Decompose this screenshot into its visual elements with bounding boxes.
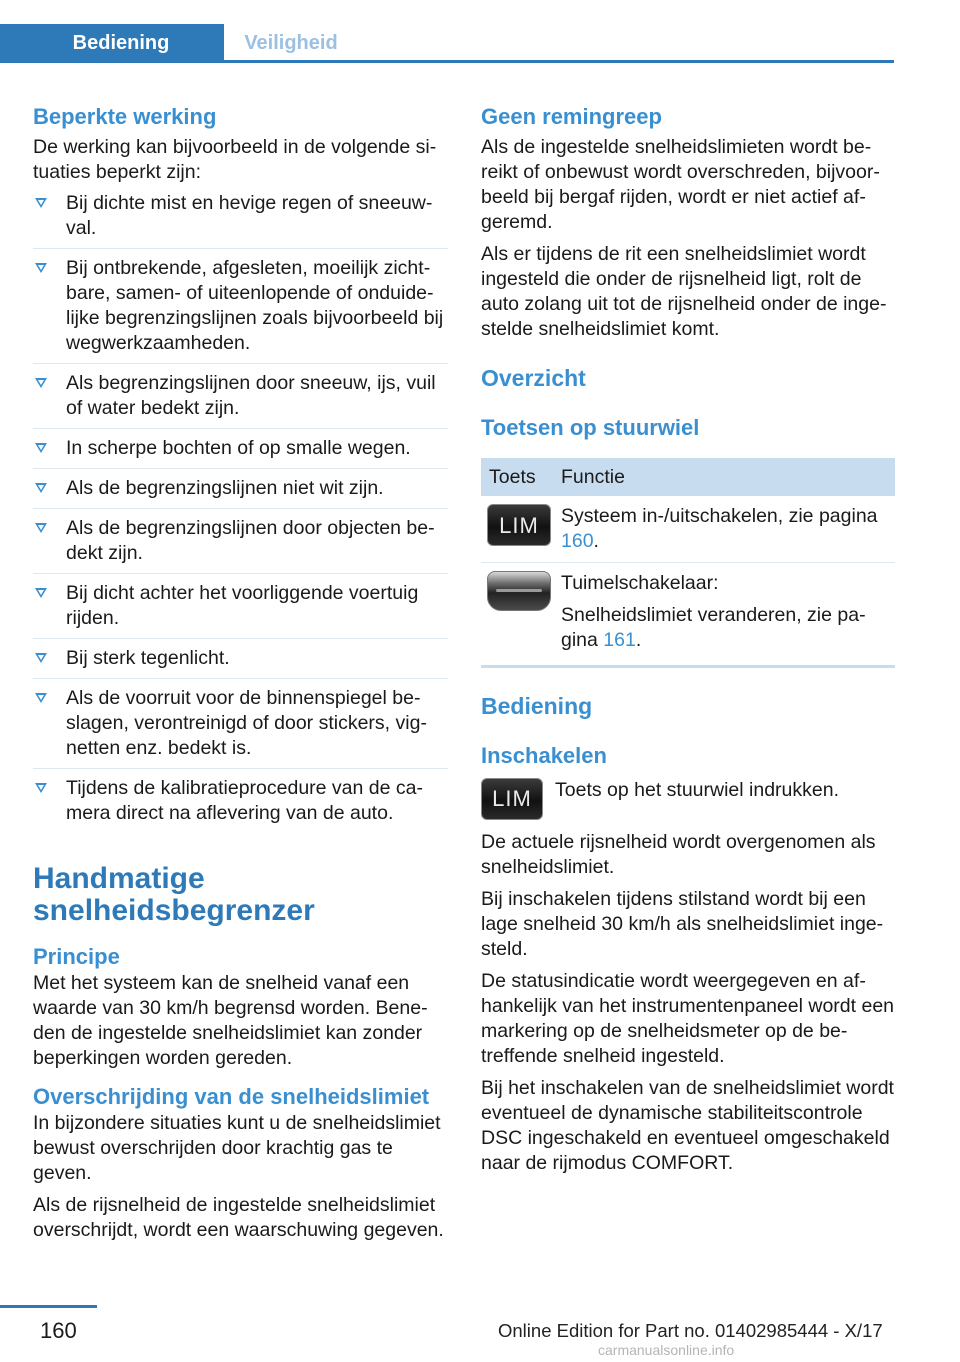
tab-veiligheid[interactable]: Veiligheid: [244, 31, 338, 54]
rocker-switch-icon: [487, 571, 551, 611]
triangle-bullet-icon: [35, 378, 47, 388]
table-row: Tuimelschakelaar: Snelheidslimiet veranderen, zie pagina 161.: [481, 563, 895, 667]
list-item: Als de voorruit voor de binnenspiegel beslagen, verontreinigd of door stickers, vignetten enz. bedekt is.: [33, 686, 448, 769]
heading-beperkte-werking: Beperkte werking: [33, 104, 217, 129]
paragraph-inschakelen-2: Bij inschakelen tijdens stilstand wordt bij een lage snelheid 30 km/h als snelheidslimiet ingesteld.: [481, 888, 884, 960]
watermark: carmanualsonline.info: [598, 1342, 735, 1358]
triangle-bullet-icon: [35, 588, 47, 598]
list-item: Bij ontbrekende, afgesleten, moeilijk zichtbare, samen- of uiteenlopende of onduidelijke begrenzingslijnen zoals bijvoorbeeld bij wegwerkzaamheden.: [33, 256, 448, 364]
footer-line: [0, 1305, 97, 1308]
heading-toetsen-op-stuurwiel: Toetsen op stuurwiel: [481, 415, 700, 440]
table-header-toets: Toets: [481, 458, 553, 496]
paragraph-overschrijding-1: In bijzondere situaties kunt u de snelheidslimiet bewust overschrijden door krachtig gas te geven.: [33, 1112, 441, 1184]
triangle-bullet-icon: [35, 263, 47, 273]
bullet-list: [33, 191, 448, 833]
heading-overschrijding: Overschrijding van de snelheidslimiet: [33, 1084, 430, 1109]
heading-geen-remingreep: Geen remingreep: [481, 104, 662, 129]
list-item: Bij sterk tegenlicht.: [33, 646, 448, 679]
buttons-table: [481, 458, 895, 668]
paragraph-overschrijding-2: Als de rijsnelheid de ingestelde snelheidslimiet overschrijdt, wordt een waarschuwing gegeven.: [33, 1194, 444, 1241]
triangle-bullet-icon: [35, 198, 47, 208]
heading-overzicht: Overzicht: [481, 365, 586, 391]
list-item: In scherpe bochten of op smalle wegen.: [33, 436, 448, 469]
inschakelen-instruction: [481, 778, 895, 820]
lim-button-icon: LIM: [487, 504, 551, 546]
paragraph-inschakelen-1: De actuele rijsnelheid wordt overgenomen als snelheidslimiet.: [481, 831, 876, 878]
tab-bediening[interactable]: Bediening: [0, 24, 224, 62]
edition-text: Online Edition for Part no. 01402985444 - X/17: [498, 1320, 883, 1341]
list-item: Tijdens de kalibratieprocedure van de camera direct na aflevering van de auto.: [33, 776, 448, 833]
paragraph-geen-2: Als er tijdens de rit een snelheidslimiet wordt ingesteld die onder de rijsnelheid ligt, rolt de auto zolang uit tot de rijsnelheid onder de ingestelde snelheidslimiet komt.: [481, 243, 887, 340]
paragraph-principe: Met het systeem kan de snelheid vanaf een waarde van 30 km/h begrensd worden. Beneden de ingestelde snelheidslimiet kan zonder beperkingen worden gereden.: [33, 972, 428, 1069]
list-item: Als begrenzingslijnen door sneeuw, ijs, vuil of water bedekt zijn.: [33, 371, 448, 429]
heading-inschakelen: Inschakelen: [481, 743, 607, 768]
table-header-row: [481, 458, 895, 496]
triangle-bullet-icon: [35, 483, 47, 493]
right-column: [481, 100, 895, 1176]
triangle-bullet-icon: [35, 693, 47, 703]
heading-principe: Principe: [33, 944, 120, 969]
paragraph-toets: Toets op het stuurwiel indrukken.: [555, 779, 839, 801]
table-header-functie: Functie: [553, 458, 895, 496]
list-item: Bij dicht achter het voorliggende voertuig rijden.: [33, 581, 448, 639]
triangle-bullet-icon: [35, 783, 47, 793]
paragraph-geen-1: Als de ingestelde snelheidslimieten wordt bereikt of onbewust wordt overschreden, bijvoorbeeld bij bergaf rijden, wordt er niet actief afgeremd.: [481, 136, 880, 233]
page-number: 160: [40, 1318, 77, 1343]
page-link-160[interactable]: 160: [561, 530, 594, 552]
heading-handmatige-snelheidsbegrenzer: Handmatige snelheidsbegrenzer: [33, 862, 315, 927]
lim-button-icon: LIM: [481, 778, 543, 820]
tab-underline: [0, 60, 894, 63]
paragraph-beperkt: De werking kan bijvoorbeeld in de volgende situaties beperkt zijn:: [33, 136, 437, 183]
triangle-bullet-icon: [35, 523, 47, 533]
heading-bediening: Bediening: [481, 693, 593, 719]
paragraph-inschakelen-4: Bij het inschakelen van de snelheidslimiet wordt eventueel de dynamische stabiliteitscontrole DSC ingeschakeld en eventueel omgeschakeld naar de rijmodus COMFORT.: [481, 1077, 894, 1174]
triangle-bullet-icon: [35, 653, 47, 663]
paragraph-inschakelen-3: De statusindicatie wordt weergegeven en afhankelijk van het instrumentenpaneel wordt een markering op de snelheidsmeter op de betreffende snelheid ingesteld.: [481, 970, 895, 1067]
triangle-bullet-icon: [35, 443, 47, 453]
list-item: Als de begrenzingslijnen niet wit zijn.: [33, 476, 448, 509]
left-column: [33, 100, 448, 1243]
top-tabs: [0, 24, 894, 62]
page-link-161[interactable]: 161: [603, 629, 636, 651]
list-item: Als de begrenzingslijnen door objecten bedekt zijn.: [33, 516, 448, 574]
list-item: Bij dichte mist en hevige regen of sneeuwval.: [33, 191, 448, 249]
table-row: LIM Systeem in-/uitschakelen, zie pagina 160.: [481, 496, 895, 563]
